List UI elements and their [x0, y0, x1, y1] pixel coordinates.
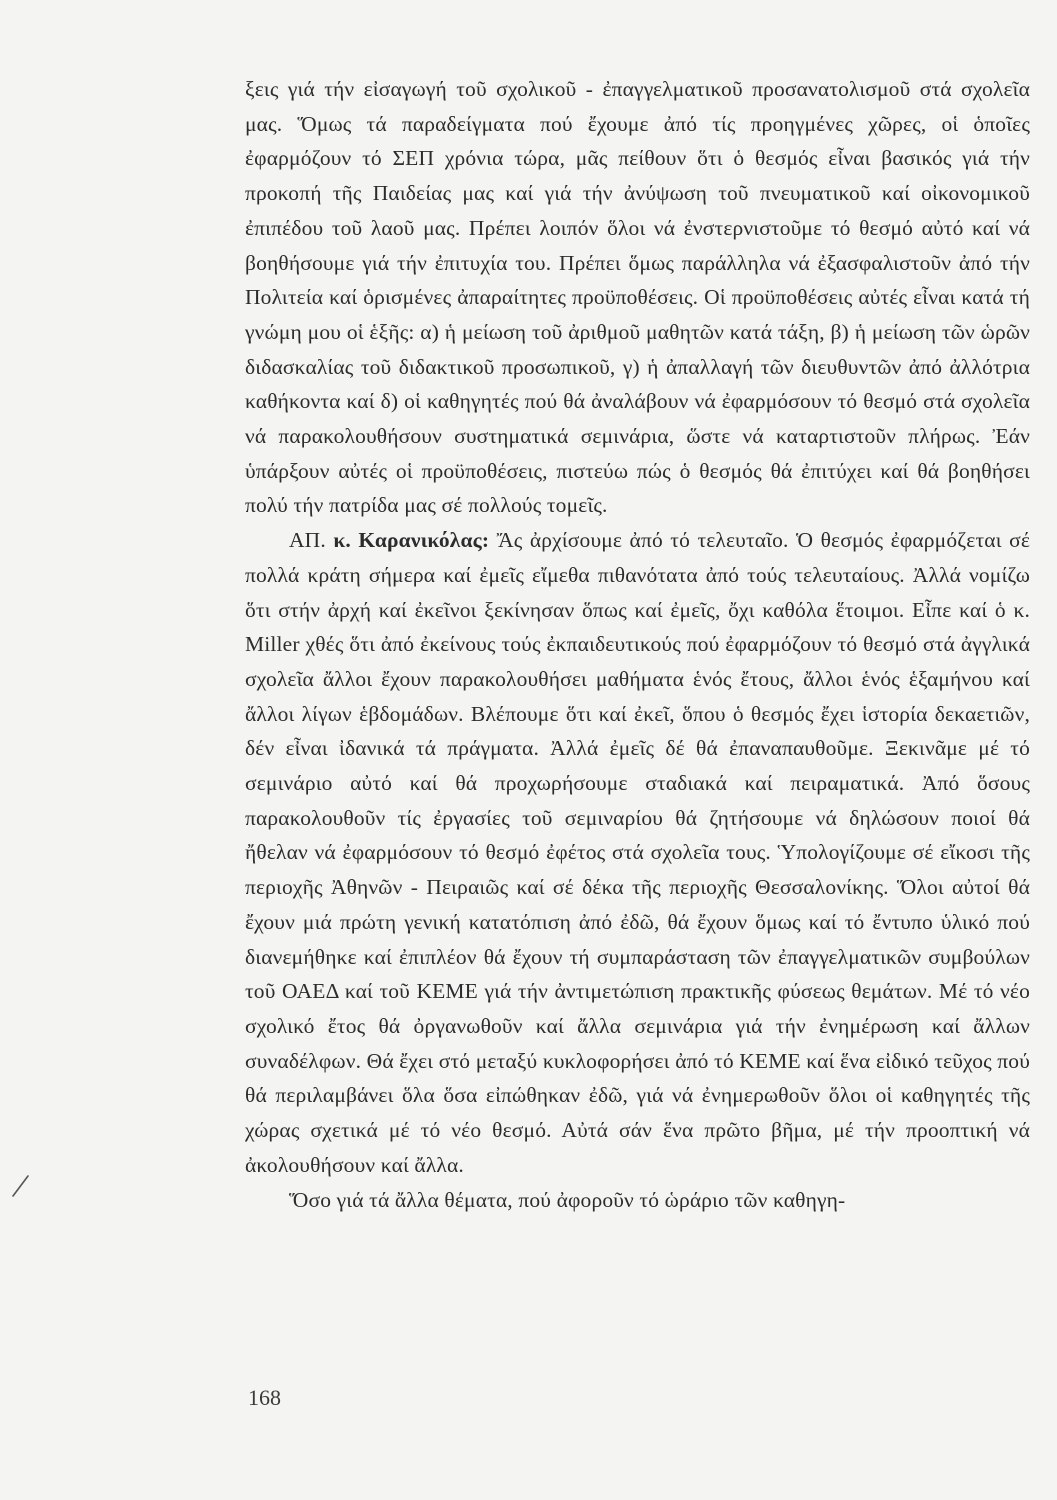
paragraph-1: ξεις γιά τήν εἰσαγωγή τοῦ σχολικοῦ - ἐπαγγελματικοῦ προσανατολισμοῦ στά σχολεῖα μας. Ὅμως τά παραδείγματα πού ἔχουμε ἀπό τίς προηγμένες χῶρες, οἱ ὁποῖες ἐφαρμόζουν τό ΣΕΠ χρόνια τώρα, μᾶς πείθουν ὅτι ὁ θεσμός εἶναι βασικός γιά τήν προκοπή τῆς Παιδείας μας καί γιά τήν ἀνύψωση τοῦ πνευματικοῦ καί οἰκονομικοῦ ἐπιπέδου τοῦ λαοῦ μας. Πρέπει λοιπόν ὅλοι νά ἐνστερνιστοῦμε τό θεσμό αὐτό καί νά βοηθήσουμε γιά τήν ἐπιτυχία του. Πρέπει ὅμως παράλληλα νά ἐξασφαλιστοῦν ἀπό τήν Πολιτεία καί ὁρισμένες ἀπαραίτητες προϋποθέσεις. Οἱ προϋποθέσεις αὐτές εἶναι κατά τή γνώμη μου οἱ ἑξῆς: α) ἡ μείωση τοῦ ἀριθμοῦ μαθητῶν κατά τάξη, β) ἡ μείωση τῶν ὡρῶν διδασκαλίας τοῦ διδακτικοῦ προσωπικοῦ, γ) ἡ ἀπαλλαγή τῶν διευθυντῶν ἀπό ἀλλότρια καθήκοντα καί δ) οἱ καθηγητές πού θά ἀναλάβουν νά ἐφαρμόσουν τό θεσμό στά σχολεῖα νά παρακολουθήσουν συστηματικά σεμινάρια, ὥστε νά καταρτιστοῦν πλήρως. Ἐάν ὑπάρξουν αὐτές οἱ προϋποθέσεις, πιστεύω πώς ὁ θεσμός θά ἐπιτύχει καί θά βοηθήσει πολύ τήν πατρίδα μας σέ πολλούς τομεῖς. — [245, 77, 1030, 518]
page-number: 168 — [248, 1385, 281, 1410]
paragraph-2 — [245, 523, 1030, 1182]
speaker-name: κ. Καρανικόλας: — [333, 528, 490, 553]
page-body — [245, 72, 1030, 1217]
paragraph-2-text: Ἄς ἀρχίσουμε ἀπό τό τελευταῖο. Ὁ θεσμός ἐφαρμόζεται σέ πολλά κράτη σήμερα καί ἐμεῖς εἴμεθα πιθανότατα ἀπό τούς τελευταίους. Ἀλλά νομίζω ὅτι στήν ἀρχή καί ἐκεῖνοι ξεκίνησαν ὅπως καί ἐμεῖς, ὄχι καθόλα ἕτοιμοι. Εἶπε καί ὁ κ. Miller χθές ὅτι ἀπό ἐκείνους τούς ἐκπαιδευτικούς πού ἐφαρμόζουν τό θεσμό στά ἀγγλικά σχολεῖα ἄλλοι ἔχουν παρακολουθήσει μαθήματα ἑνός ἔτους, ἄλλοι ἑνός ἑξαμήνου καί ἄλλοι λίγων ἑβδομάδων. Βλέπουμε ὅτι καί ἐκεῖ, ὅπου ὁ θεσμός ἔχει ἱστορία δεκαετιῶν, δέν εἶναι ἰδανικά τά πράγματα. Ἀλλά ἐμεῖς δέ θά ἐπαναπαυθοῦμε. Ξεκινᾶμε μέ τό σεμινάριο αὐτό καί θά προχωρήσουμε σταδιακά καί πειραματικά. Ἀπό ὅσους παρακολουθοῦν τίς ἐργασίες τοῦ σεμιναρίου θά ζητήσουμε νά δηλώσουν ποιοί θά ἤθελαν νά ἐφαρμόσουν τό θεσμό ἐφέτος στά σχολεῖα τους. Ὑπολογίζουμε σέ εἴκοσι τῆς περιοχῆς Ἀθηνῶν - Πειραιῶς καί σέ δέκα τῆς περιοχῆς Θεσσαλονίκης. Ὅλοι αὐτοί θά ἔχουν μιά πρώτη γενική κατατόπιση ἀπό ἐδῶ, θά ἔχουν ὅμως καί τό ἔντυπο ὑλικό πού διανεμήθηκε καί ἐπιπλέον θά ἔχουν τή συμπαράσταση τῶν ἐπαγγελματικῶν συμβούλων τοῦ ΟΑΕΔ καί τοῦ ΚΕΜΕ γιά τήν ἀντιμετώπιση πρακτικῆς φύσεως θεμάτων. Μέ τό νέο σχολικό ἔτος θά ὀργανωθοῦν καί ἄλλα σεμινάρια γιά τήν ἐνημέρωση καί ἄλλων συναδέλφων. Θά ἔχει στό μεταξύ κυκλοφορήσει ἀπό τό ΚΕΜΕ καί ἕνα εἰδικό τεῦχος πού θά περιλαμβάνει ὅλα ὅσα εἰπώθηκαν ἐδῶ, γιά νά ἐνημερωθοῦν ὅλοι οἱ καθηγητές τῆς χώρας σχετικά μέ τό νέο θεσμό. Αὐτά σάν ἕνα πρῶτο βῆμα, μέ τήν προοπτική νά ἀκολουθήσουν καί ἄλλα. — [245, 528, 1030, 1177]
speaker-prefix: ΑΠ. — [289, 528, 334, 553]
pencil-mark-icon — [10, 1172, 32, 1198]
paragraph-3: Ὅσο γιά τά ἄλλα θέματα, πού ἀφοροῦν τό ὡράριο τῶν καθηγη- — [289, 1187, 846, 1212]
